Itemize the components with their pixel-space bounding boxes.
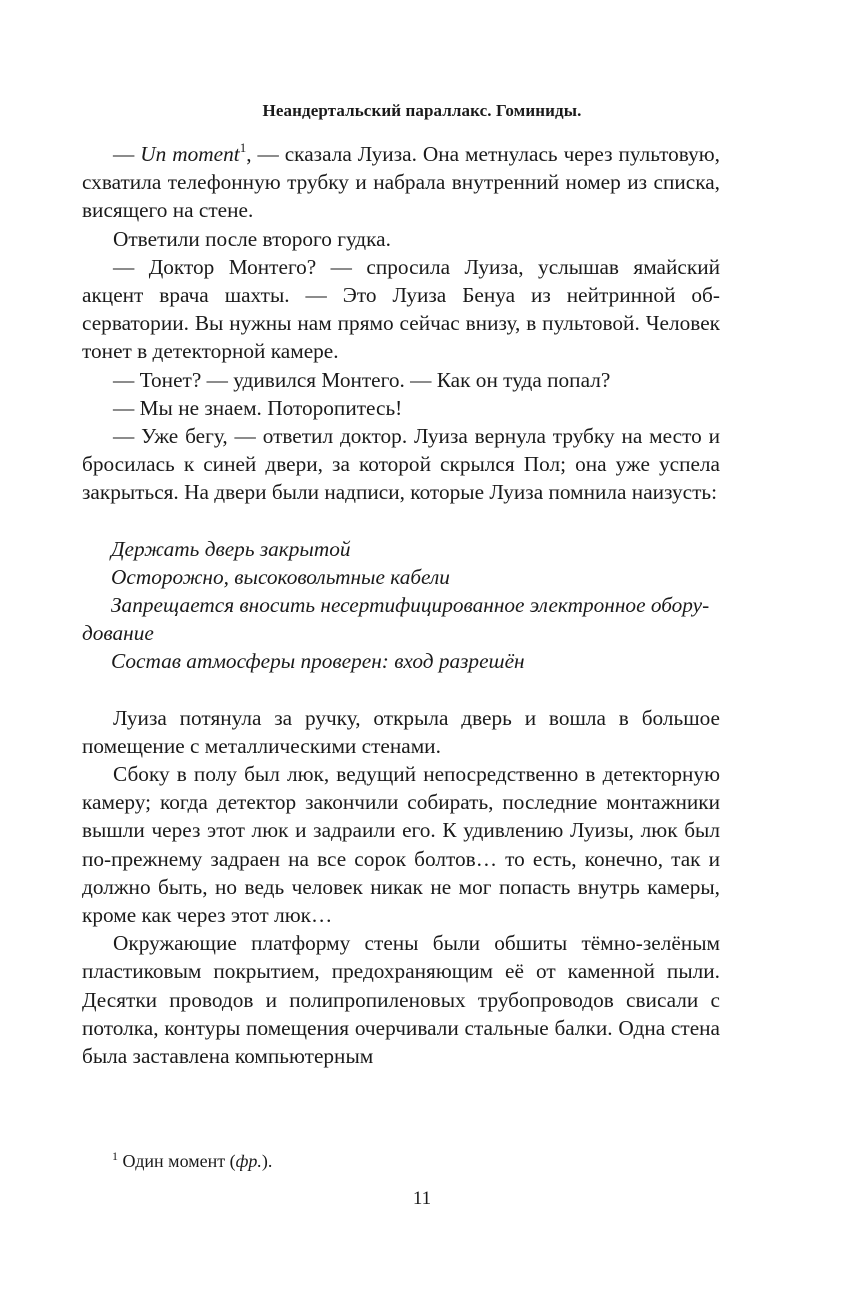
door-signs: [82, 535, 720, 676]
footnote-marker: 1: [112, 1149, 118, 1163]
paragraph-2: Ответили после второго гудка.: [113, 226, 391, 251]
footnote: [112, 1142, 272, 1175]
running-head: Неандертальский параллакс. Гоминиды.: [262, 101, 582, 120]
paragraph-5: — Мы не знаем. Поторопитесь!: [113, 395, 403, 420]
sign-4: Состав атмосферы проверен: вход разрешён: [111, 649, 525, 674]
dash: —: [113, 142, 135, 166]
sign-2: Осторожно, высоковольтные кабели: [111, 564, 450, 589]
paragraph-6: — Уже бегу, — ответил доктор. Луиза вернула трубку на место и бросилась к синей двери, за которой скрылся Пол; она уже успела закрыться. На двери были надписи, которые Луиза помнила наизусть:: [82, 424, 720, 505]
paragraph-9: Окружающие платформу стены были обшиты тёмно-зелёным пластиковым покрытием, предохраняющим её от каменной пыли. Десятки проводов и полипропиленовых трубопроводов свисали с потолка, контуры помещения очерчивали стальные балки. Одна стена была заставлена компьютерным: [82, 931, 720, 1069]
foreign-phrase: Un moment: [140, 142, 240, 166]
page-number: 11: [412, 1188, 432, 1209]
paragraph-4: — Тонет? — удивился Монтего. — Как он туда попал?: [113, 367, 611, 392]
footnote-text-before: Один момент (: [118, 1151, 236, 1171]
paragraph-7: Луиза потянула за ручку, открыла дверь и вошла в большое помещение с металлическими стенами.: [82, 705, 720, 758]
footnote-abbr: фр.: [235, 1151, 262, 1171]
sign-3-line-2: дование: [82, 621, 154, 646]
main-text: [82, 140, 720, 1070]
footnote-text-after: ).: [261, 1151, 273, 1171]
paragraph-8: Сбоку в полу был люк, ведущий непосредственно в детекторную камеру; когда детектор закончили собирать, последние монтажники вышли через этот люк и задраили его. К удивлению Луизы, люк был по-прежнему задраен на все сорок болтов… то есть, конечно, так и должно быть, но ведь человек никак не мог попасть внутрь камеры, кроме как через этот люк…: [82, 762, 720, 928]
sign-3-line-1: Запрещается вносить несертифицированное электронное обору-: [111, 593, 710, 618]
paragraph-3: — Доктор Монтего? — спросила Луиза, услышав ямайский акцент врача шахты. — Это Луиза Бенуа из нейтринной обсерватории. Вы нужны нам прямо сейчас внизу, в пультовой. Человек тонет в детекторной камере.: [82, 254, 720, 364]
paragraph-1-rest: , — сказала Луиза. Она метнулась через пультовую, схватила телефонную трубку и набрала внутренний номер из списка, висящего на стене.: [82, 142, 721, 223]
paragraph-1: [82, 140, 720, 225]
footnote-reference[interactable]: 1: [239, 140, 247, 155]
sign-1: Держать дверь закрытой: [111, 536, 351, 561]
